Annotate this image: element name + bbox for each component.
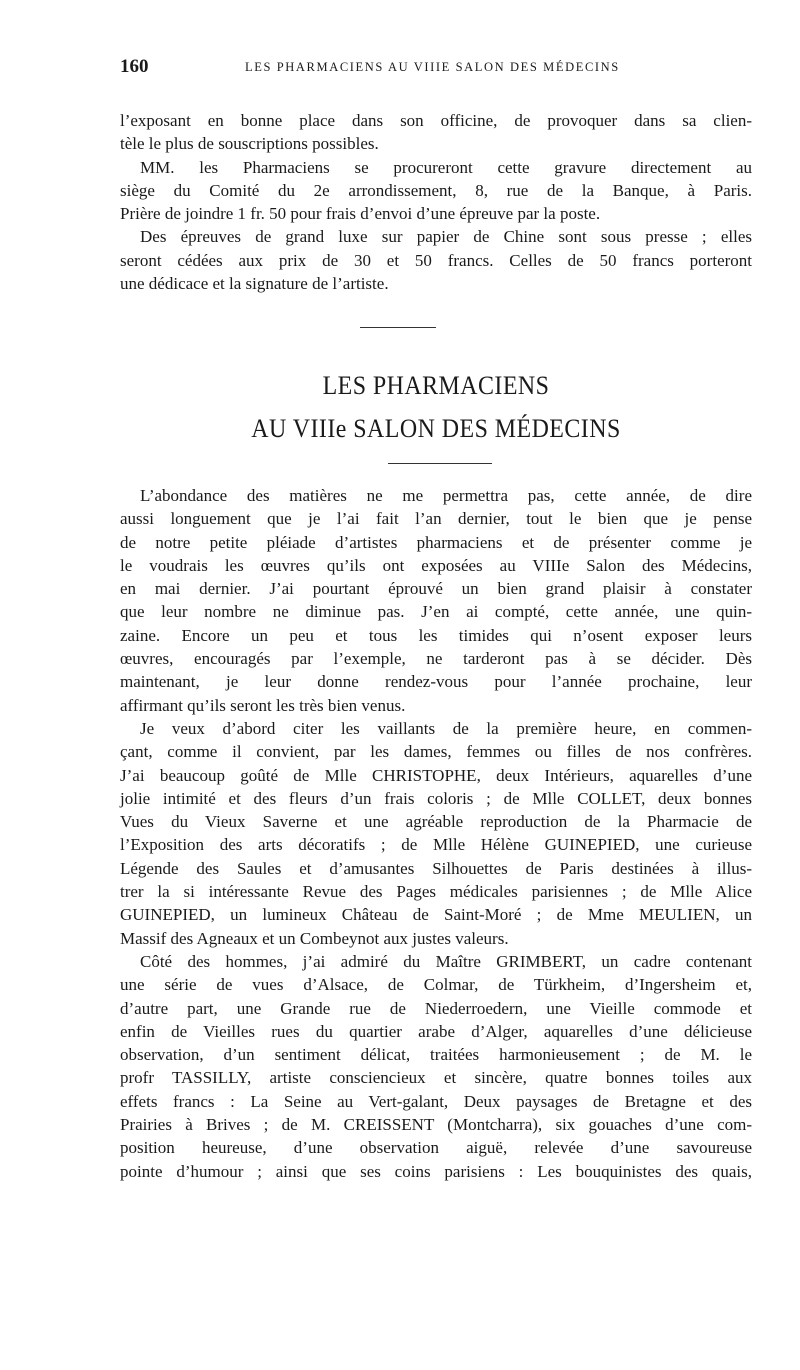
text-line: seront cédées aux prix de 30 et 50 francs. Celles de 50 francs porteront: [120, 250, 752, 270]
text-line: zaine. Encore un peu et tous les timides qui n’osent exposer leurs: [120, 625, 752, 645]
text-line: d’autre part, une Grande rue de Niederroedern, une Vieille commode et: [120, 998, 752, 1018]
article-title: [145, 368, 726, 447]
text-line: le voudrais les œuvres qu’ils ont exposées au VIIIe Salon des Médecins,: [120, 555, 752, 575]
text-line: en mai dernier. J’ai pourtant éprouvé un bien grand plaisir à constater: [120, 579, 752, 599]
text-line: que leur nombre ne diminue pas. J’en ai compté, cette année, une quin-: [120, 602, 752, 622]
text-line: Côté des hommes, j’ai admiré du Maître GRIMBERT, un cadre contenant: [140, 951, 752, 971]
text-line: position heureuse, d’une observation aiguë, relevée d’une savoureuse: [120, 1138, 752, 1158]
text-line: Je veux d’abord citer les vaillants de la première heure, en commen-: [140, 718, 752, 738]
running-title: LES PHARMACIENS AU VIIIE SALON DES MÉDECINS: [245, 60, 620, 74]
text-line: œuvres, encouragés par l’exemple, ne tarderont pas à se décider. Dès: [120, 649, 752, 669]
text-line: Prairies à Brives ; de M. CREISSENT (Montcharra), six gouaches d’une com-: [120, 1115, 752, 1135]
text-line: Légende des Saules et d’amusantes Silhouettes de Paris destinées à illus-: [120, 858, 752, 878]
text-line: siège du Comité du 2e arrondissement, 8, rue de la Banque, à Paris.: [120, 180, 752, 200]
text-line: GUINEPIED, un lumineux Château de Saint-Moré ; de Mme MEULIEN, un: [120, 905, 752, 925]
text-line: Des épreuves de grand luxe sur papier de Chine sont sous presse ; elles: [140, 227, 752, 247]
text-line: une série de vues d’Alsace, de Colmar, de Türkheim, d’Ingersheim et,: [120, 975, 752, 995]
text-line: maintenant, je leur donne rendez-vous pour l’année prochaine, leur: [120, 672, 752, 692]
text-line: enfin de Vieilles rues du quartier arabe d’Alger, aquarelles d’une délicieuse: [120, 1021, 752, 1041]
page-header: [120, 56, 760, 82]
text-line: une dédicace et la signature de l’artiste.: [120, 274, 389, 294]
text-line: l’Exposition des arts décoratifs ; de Mlle Hélène GUINEPIED, une curieuse: [120, 835, 752, 855]
title-line-2: AU VIIIe SALON DES MÉDECINS: [251, 414, 621, 443]
text-line: Massif des Agneaux et un Combeynot aux justes valeurs.: [120, 928, 509, 948]
text-line: L’abondance des matières ne me permettra pas, cette année, de dire: [140, 486, 752, 505]
text-line: de notre petite pléiade d’artistes pharmaciens et de présenter comme je: [120, 532, 752, 552]
text-line: çant, comme il convient, par les dames, femmes ou filles de nos confrères.: [120, 742, 752, 762]
text-line: aussi longuement que je l’ai fait l’an dernier, tout le bien que je pense: [120, 509, 752, 529]
title-line-1: LES PHARMACIENS: [322, 371, 550, 400]
divider: [388, 463, 492, 464]
text-line: pointe d’humour ; ainsi que ses coins parisiens : Les bouquinistes des quais,: [120, 1161, 752, 1181]
text-line: affirmant qu’ils seront les très bien venus.: [120, 695, 406, 715]
text-line: MM. les Pharmaciens se procureront cette gravure directement au: [140, 157, 752, 177]
article-body: [120, 484, 752, 1183]
divider: [360, 327, 436, 328]
text-line: Prière de joindre 1 fr. 50 pour frais d’envoi d’une épreuve par la poste.: [120, 204, 601, 224]
text-line: tèle le plus de souscriptions possibles.: [120, 134, 379, 154]
text-line: profr TASSILLY, artiste consciencieux et sincère, quatre bonnes toiles aux: [120, 1068, 752, 1088]
text-line: l’exposant en bonne place dans son officine, de provoquer dans sa clien-: [120, 111, 752, 130]
text-line: trer la si intéressante Revue des Pages médicales parisiennes ; de Mlle Alice: [120, 882, 752, 902]
page-number: 160: [120, 56, 149, 77]
text-line: jolie intimité et des fleurs d’un frais coloris ; de Mlle COLLET, deux bonnes: [120, 788, 752, 808]
text-line: Vues du Vieux Saverne et une agréable reproduction de la Pharmacie de: [120, 812, 752, 832]
text-line: observation, d’un sentiment délicat, traitées harmonieusement ; de M. le: [120, 1045, 752, 1065]
text-line: effets francs : La Seine au Vert-galant, Deux paysages de Bretagne et des: [120, 1091, 752, 1111]
text-line: J’ai beaucoup goûté de Mlle CHRISTOPHE, deux Intérieurs, aquarelles d’une: [120, 765, 752, 785]
intro-paragraph: [120, 109, 752, 295]
